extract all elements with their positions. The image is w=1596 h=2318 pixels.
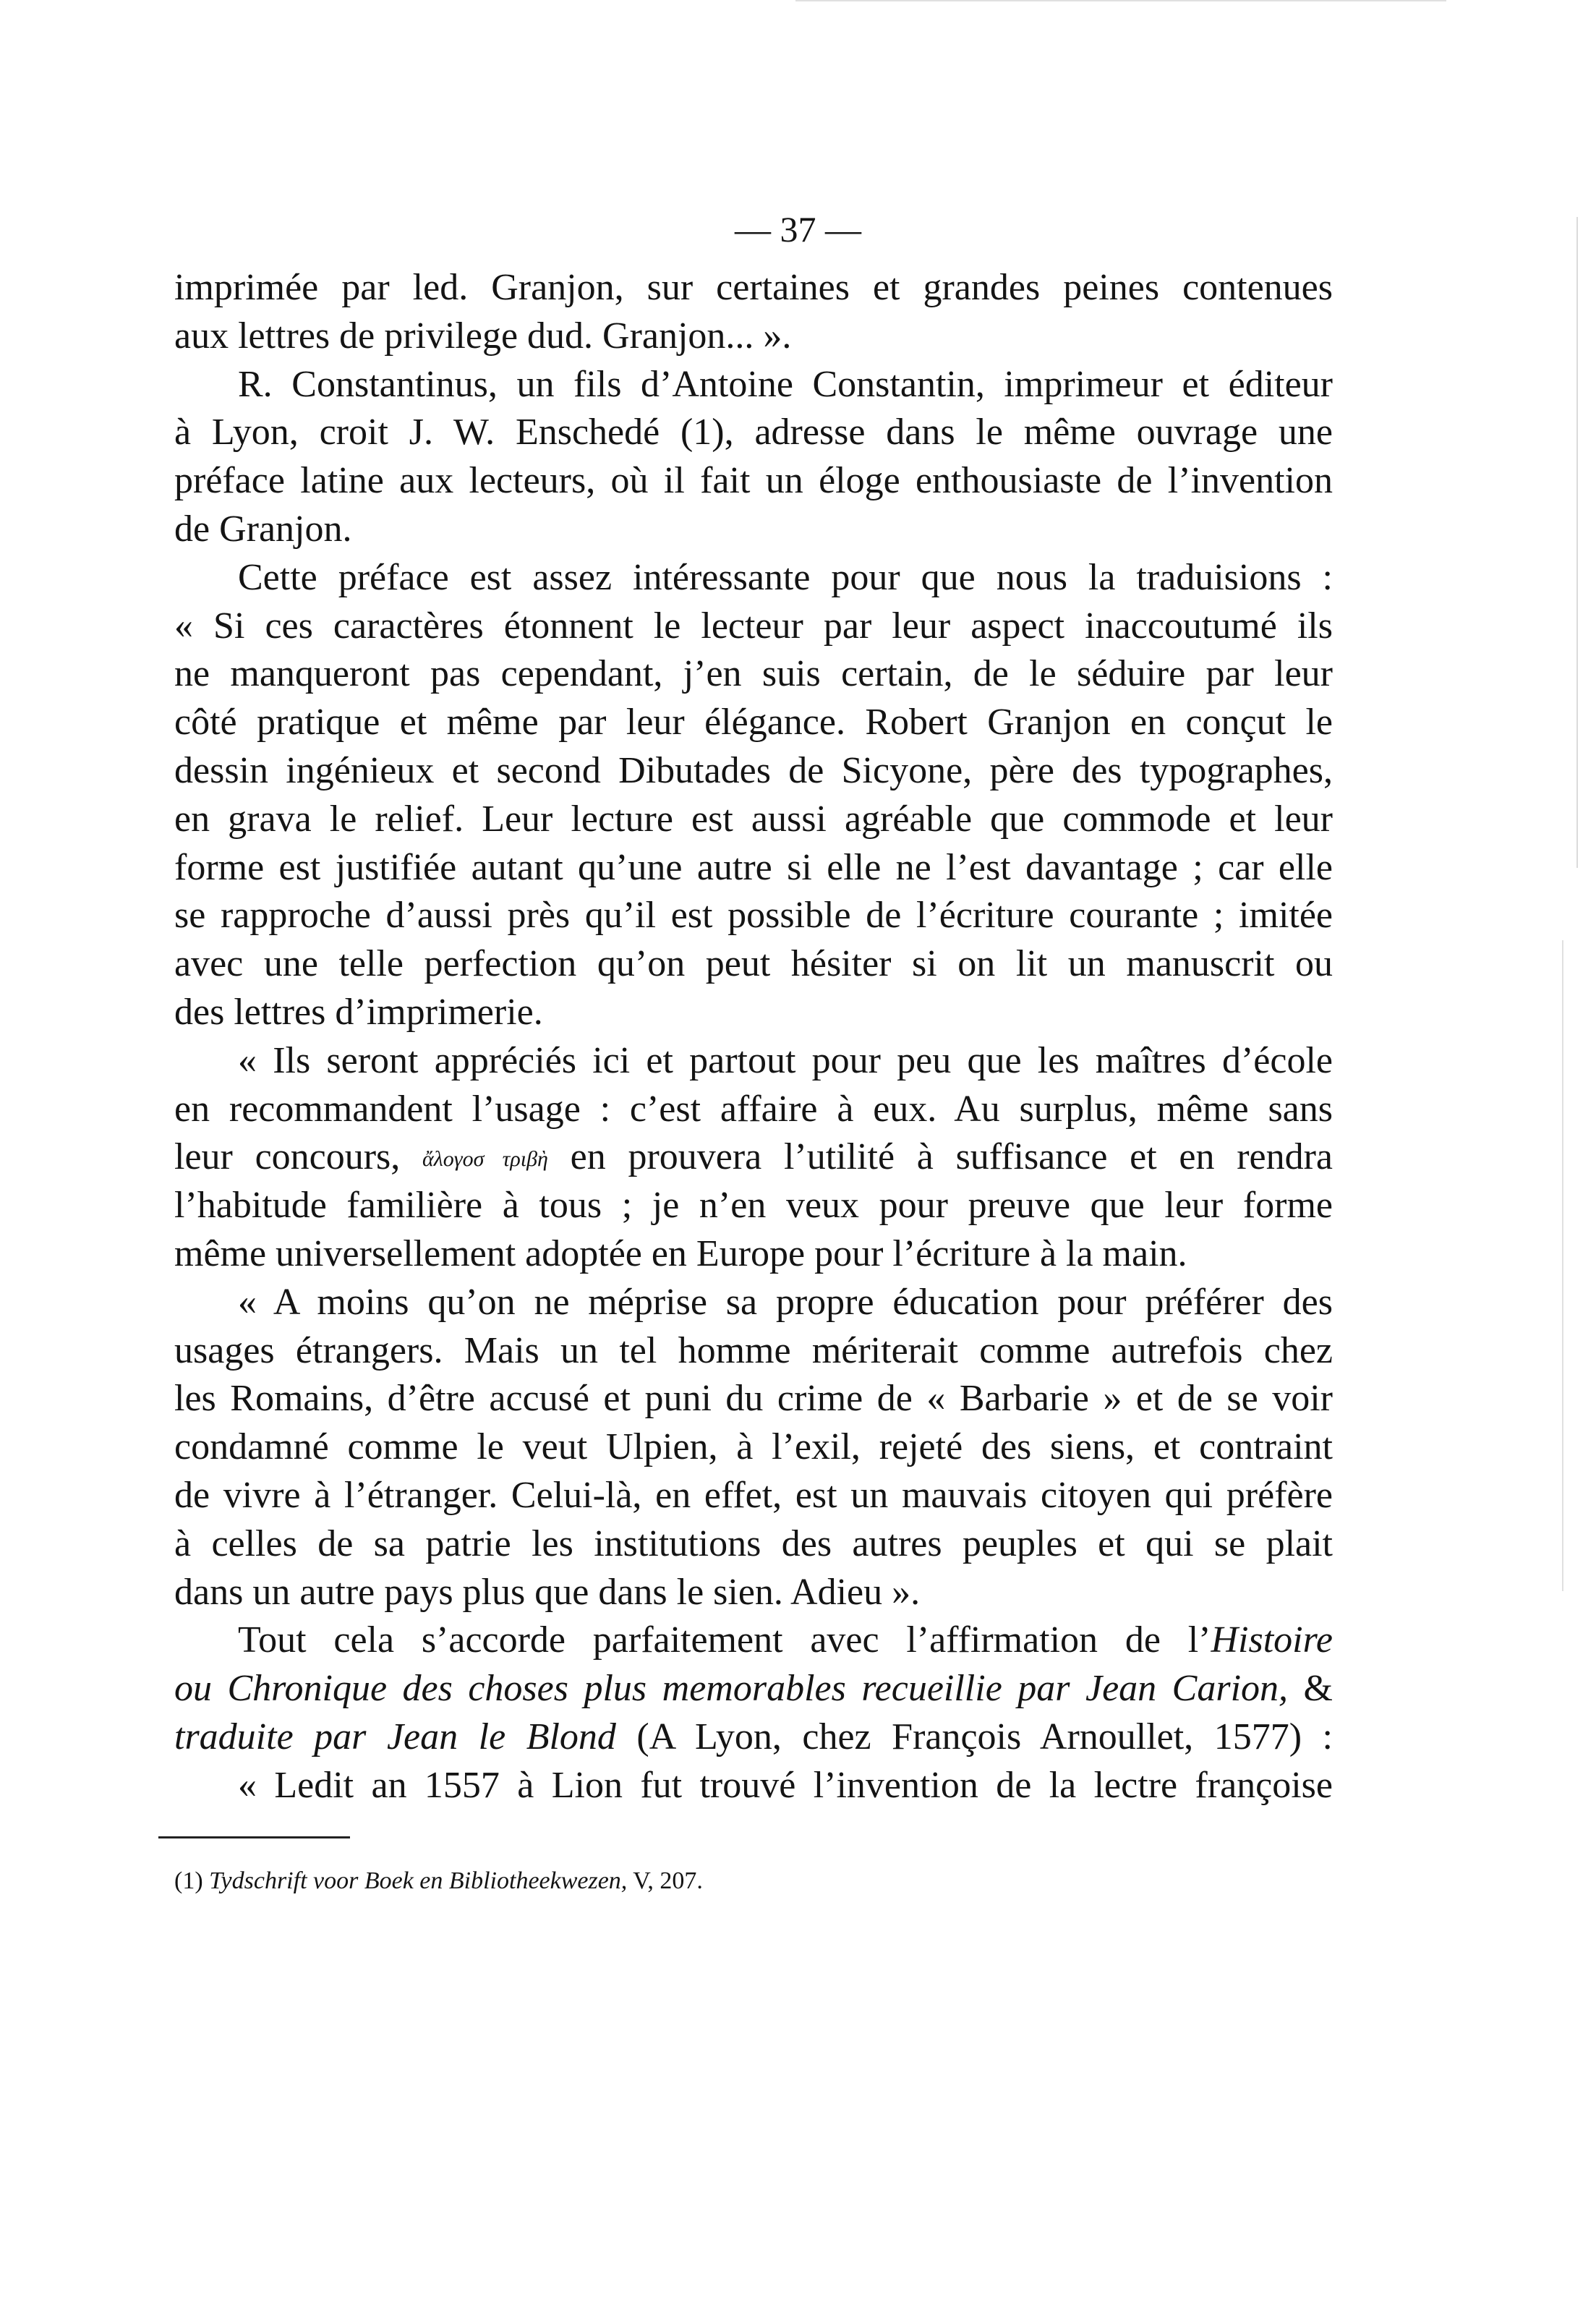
text-segment: en recommandent l’usage : c’est affaire à eux. Au surplus, même sans (174, 1088, 1333, 1130)
text-line (174, 747, 1333, 796)
text-line (174, 506, 1333, 554)
text-segment: (A Lyon, chez François Arnoullet, 1577) : (615, 1716, 1333, 1757)
text-segment: « Ils seront appréciés ici et partout pour peu que les maîtres d’école (238, 1039, 1333, 1081)
scan-edge-mark (1562, 940, 1563, 1591)
text-segment: Cette préface est assez intéressante pour que nous la traduisions : (238, 556, 1333, 598)
text-line (174, 1762, 1333, 1810)
footnote-reference: V, 207. (627, 1867, 703, 1894)
text-line (174, 1327, 1333, 1376)
text-line (174, 602, 1333, 651)
text-line (174, 1423, 1333, 1472)
text-line (174, 1279, 1333, 1327)
text-line (174, 1616, 1333, 1665)
text-segment: & (1288, 1668, 1333, 1710)
text-segment: condamné comme le veut Ulpien, à l’exil, rejeté des siens, et contraint (174, 1426, 1333, 1468)
text-line (174, 1037, 1333, 1086)
text-segment: « Ledit an 1557 à Lion fut trouvé l’invention de la lectre françoise (238, 1764, 1333, 1806)
text-segment: usages étrangers. Mais un tel homme mériterait comme autrefois chez (174, 1329, 1333, 1371)
text-line (174, 1713, 1333, 1762)
greek-phrase: ἄλογοσ τριβὴ (422, 1147, 548, 1172)
italic-text: traduite par Jean le Blond (174, 1716, 616, 1757)
text-line (174, 1665, 1333, 1713)
scan-edge-mark (1576, 217, 1578, 868)
text-line (174, 892, 1333, 940)
text-segment: côté pratique et même par leur élégance. Robert Granjon en conçut le (174, 702, 1333, 743)
text-line (174, 1520, 1333, 1569)
text-line (174, 1230, 1333, 1279)
text-segment: dans un autre pays plus que dans le sien. Adieu ». (174, 1571, 921, 1613)
text-line (174, 844, 1333, 892)
text-segment: l’habitude familière à tous ; je n’en veux pour preuve que leur forme (174, 1185, 1333, 1227)
text-line (174, 699, 1333, 747)
italic-text: Histoire (1211, 1619, 1333, 1661)
scan-edge-mark (795, 0, 1446, 1)
text-segment: « Si ces caractères étonnent le lecteur par leur aspect inaccoutumé ils (174, 605, 1333, 647)
text-segment: forme est justifiée autant qu’une autre si elle ne l’est davantage ; car elle (174, 846, 1333, 888)
italic-text: ou Chronique des choses plus memorables recueillie par Jean Carion, (174, 1668, 1289, 1710)
text-segment: préface latine aux lecteurs, où il fait un éloge enthousiaste de l’invention (174, 460, 1333, 502)
text-segment: de Granjon. (174, 508, 352, 550)
page-number: — 37 — (735, 209, 861, 250)
footnote (174, 1867, 703, 1895)
text-segment: de vivre à l’étranger. Celui-là, en effet, est un mauvais citoyen qui préfère (174, 1474, 1333, 1516)
text-segment: en grava le relief. Leur lecture est aussi agréable que commode et leur (174, 798, 1333, 840)
text-segment: imprimée par led. Granjon, sur certaines et grandes peines contenues (174, 267, 1333, 308)
text-segment: en prouvera l’utilité à suffisance et en rendra (547, 1136, 1333, 1178)
text-segment: « A moins qu’on ne méprise sa propre éducation pour préférer des (238, 1281, 1333, 1323)
footnote-divider (158, 1836, 350, 1838)
text-segment: se rapproche d’aussi près qu’il est possible de l’écriture courante ; imitée (174, 895, 1333, 937)
text-line (174, 650, 1333, 699)
text-line (174, 409, 1333, 457)
footnote-source: Tydschrift voor Boek en Bibliotheekwezen, (209, 1867, 628, 1894)
text-segment: R. Constantinus, un fils d’Antoine Constantin, imprimeur et éditeur (238, 363, 1333, 405)
text-segment: des lettres d’imprimerie. (174, 991, 543, 1033)
text-segment: dessin ingénieux et second Dibutades de Sicyone, père des typographes, (174, 749, 1333, 791)
text-line (174, 1133, 1333, 1182)
text-segment: Tout cela s’accorde parfaitement avec l’affirmation de l’ (238, 1619, 1211, 1661)
text-line (174, 1375, 1333, 1423)
text-segment: aux lettres de privilege dud. Granjon... ». (174, 315, 792, 357)
text-line (174, 796, 1333, 844)
text-line (174, 1182, 1333, 1230)
text-segment: à celles de sa patrie les institutions des autres peuples et qui se plait (174, 1522, 1333, 1564)
text-line (174, 457, 1333, 506)
text-segment: même universellement adoptée en Europe pour l’écriture à la main. (174, 1232, 1187, 1274)
footnote-marker: (1) (174, 1867, 210, 1894)
text-line (174, 361, 1333, 409)
text-segment: à Lyon, croit J. W. Enschedé (1), adresse dans le même ouvrage une (174, 412, 1333, 453)
text-segment: ne manqueront pas cependant, j’en suis certain, de le séduire par leur (174, 653, 1333, 695)
text-line (174, 312, 1333, 361)
text-line (174, 940, 1333, 989)
text-line (174, 989, 1333, 1037)
text-segment: les Romains, d’être accusé et puni du crime de « Barbarie » et de se voir (174, 1378, 1333, 1420)
text-line (174, 1569, 1333, 1617)
text-segment: avec une telle perfection qu’on peut hésiter si on lit un manuscrit ou (174, 943, 1333, 985)
text-line (174, 264, 1333, 312)
text-line (174, 1086, 1333, 1134)
text-line (174, 554, 1333, 602)
body-text (174, 264, 1333, 1810)
text-segment: leur concours, (174, 1136, 423, 1178)
text-line (174, 1472, 1333, 1520)
